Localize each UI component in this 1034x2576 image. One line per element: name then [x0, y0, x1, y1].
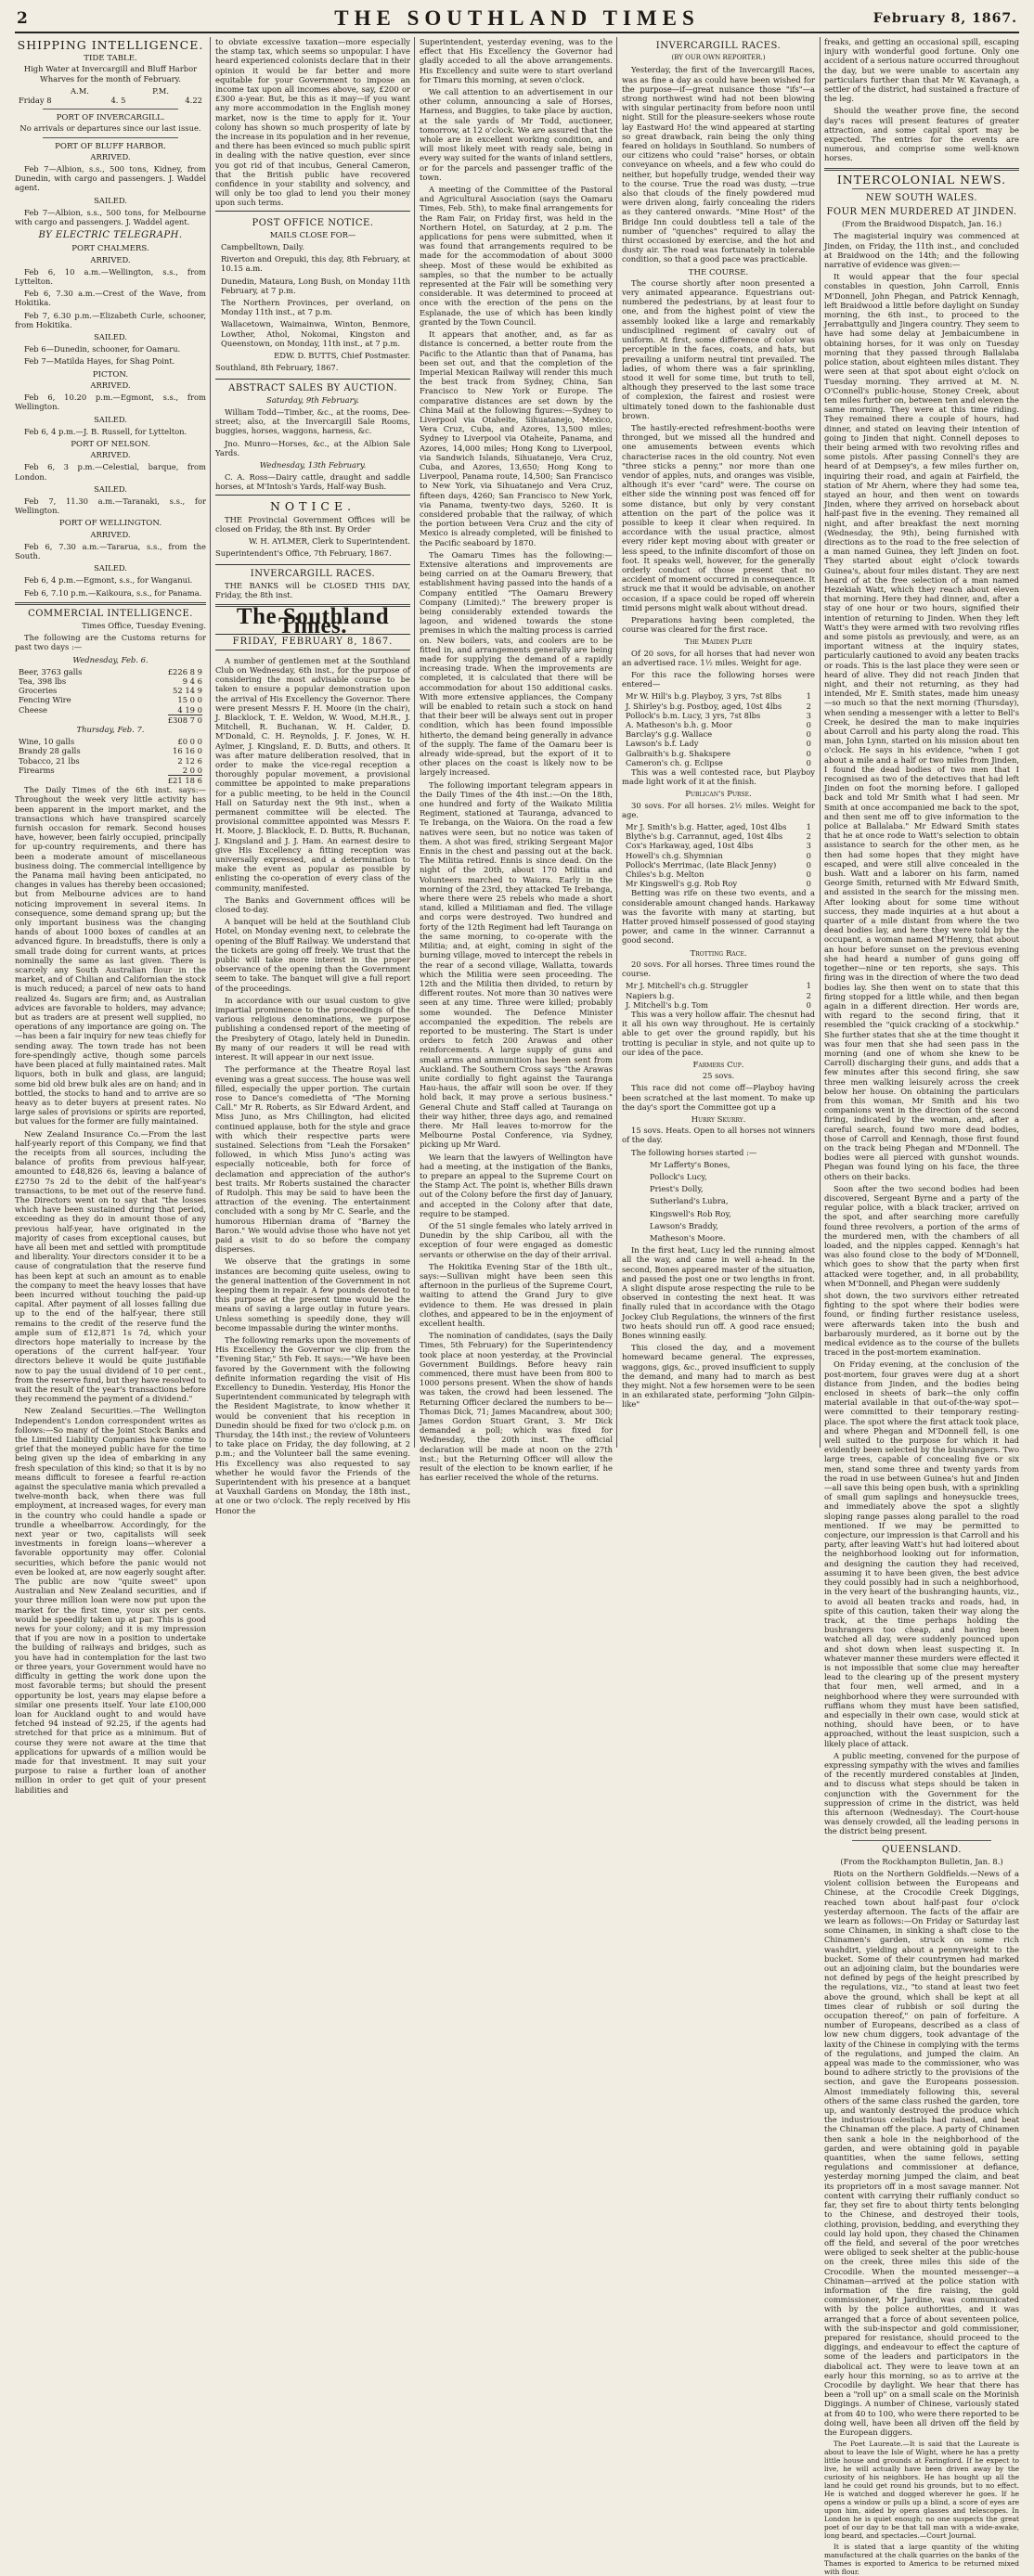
shipping-entry: Feb 7—Albion, s.s., 500 tons, for Melbourne with cargo and passengers. J. Waddel agent.: [15, 207, 206, 227]
customs-row: Wine, 10 galls £0 0 0: [19, 737, 202, 747]
column-4: [622, 37, 815, 1448]
races-paragraph: Yesterday, the first of the Invercargill Races, was as fine a day as could have been wished for the purpose—if—great nuisance those "ifs"—a strong northwest wind had not been blowing with singular pertinacity from before noon until night. Still for the pleasure-seekers whose route lay Eastward Ho! the wind appeared at starting so great drawback, rain being the only thing feared on holidays in Southland. So numbers of our citizens who could "raise" horses, or obtain conveyance on wheels, and a few who could do neither, but hopefully trudge, wended their way to the course. True the road was dusty, —true also that clouds of the finely powdered mud were driven along, fairly concealing the riders as they cantered onwards. "Mine Host" of the Bridge Inn could doubtless tell a tale of the number of "quenches" required to allay the thirst occasioned by exercise, and the hot and dusty air. The road was fortunately in tolerable condition, so that a good pace was practicable.: [622, 65, 815, 264]
section-heading-shipping: SHIPPING INTELLIGENCE.: [17, 38, 204, 52]
government-notice: [215, 495, 410, 565]
notice-line: The Northern Provinces, per overland, on Monday 11th inst., at 7 p.m.: [221, 298, 410, 317]
port-heading: PORT CHALMERS.: [71, 244, 149, 254]
leader-paragraph: The Banks and Government offices will be closed to-day.: [215, 895, 410, 915]
header-date: February 8, 1867.: [872, 11, 1017, 26]
port-heading: PORT OF NELSON.: [71, 439, 150, 449]
horse-name: Sutherland's Lubra,: [650, 1196, 729, 1206]
section-heading-commercial: COMMERCIAL INTELLIGENCE.: [28, 608, 193, 619]
subheading-arrived: ARRIVED.: [90, 380, 131, 390]
customs-day: Thursday, Feb. 7.: [76, 724, 145, 734]
tide-pm-value: 4.22: [185, 96, 202, 106]
race-desc: 25 sovs.: [702, 1071, 735, 1081]
race-title: The Maiden Plate: [684, 638, 753, 648]
race-entry: Chiles's b.g. Melton 0: [626, 869, 811, 880]
notice-date: Southland, 8th February, 1867.: [215, 363, 339, 373]
masthead-dateline: FRIDAY, FEBRUARY 8, 1867.: [215, 634, 410, 650]
race-entry: A. Matheson's b.h. g. Moor 0: [626, 720, 811, 730]
horse-name: Matheson's Moore.: [650, 1232, 726, 1243]
leader-paragraph: A number of gentlemen met at the Southland Club on Wednesday, 6th inst., for the purpose of considering the most advisable course to be taken to ensure a popular demonstration upon the arrival of His Excellency the Governor. There were present Messrs F. H. Moore (in the chair), J. Blacklock, T. E. Weldon, W. Wood, M.H.R., J. Mitchell, R. Buchanan, W. H. Calder, D. M'Donald, C. H. Reynolds, J. F. Jones, W. H. Aylmer, J. Kingsland, E. D. Butts, and others. It was after mature deliberation resolved, that in order to make the vice-regal reception a thoroughly popular movement, a provisional committee be appointed to make preparations for a public meeting, to be held in the Council Hall on Saturday next the 9th inst., when a permanent committee will be elected. The provisional committee appointed was Messrs F. H. Moore, J. Blacklock, E. D. Butts, R. Buchanan, J. Kingsland and J. J. Ham. An earnest desire to give His Excellency a fitting reception was universally expressed, and a determination to make the event as popular as possible by enlisting the co-operation of every class of the community, manifested.: [215, 655, 410, 893]
shipping-entry: Feb 7, 11.30 a.m.—Taranaki, s.s., for Wellington.: [15, 496, 206, 516]
section-heading-intercolonial: INTERCOLONIAL NEWS.: [836, 172, 1007, 187]
subheading-sailed: SAILED.: [94, 414, 127, 424]
sale-day: Wednesday, 13th February.: [259, 459, 367, 470]
subheading-arrived: ARRIVED.: [90, 151, 131, 161]
customs-row: Tobacco, 21 lbs 2 12 6: [19, 755, 202, 766]
race-desc: 20 sovs. For all horses. Three times round the course.: [622, 959, 815, 979]
leader-paragraph: A banquet will be held at the Southland Club Hotel, on Monday evening next, to celebrate the opening of the Bluff Railway. We understand that the tickets are going off freely. We trust that the public will take more interest in the proper observance of the opening than the Government seem to take. The banquet will give a full report of the proceedings.: [215, 917, 410, 993]
race-entry: Barclay's g.g. Wallace 0: [626, 729, 811, 740]
page-number: 2: [17, 9, 28, 28]
race-entry: Cox's Harkaway, aged, 10st 4lbs 3: [626, 841, 811, 851]
column-1: [15, 37, 207, 1795]
horse-name: Pollock's Lucy,: [650, 1171, 707, 1181]
shipping-entry: Feb 6, 10 a.m.—Wellington, s.s., from Lyttelton.: [15, 266, 206, 287]
article-paragraph: The nomination of candidates, (says the Daily Times, 5th February) for the Superintendency took place at noon yesterday, at the Provincial Government Buildings. Before heavy rain commenced, there must have been from 800 to 1000 persons present. When the show of hands was taken, the crowd had been lessened. The Returning Officer declared the numbers to be—Thomas Dick, 71; James Macandrew, about 300; James Gordon Stuart Grant, 3. Mr Dick demanded a poll; which was fixed for Wednesday, the 20th inst. The official declaration will be made at noon on the 27th inst.; but the Returning Officer will allow the result of the election to be known earlier, if he has earlier received the whole of the returns.: [420, 1331, 613, 1483]
article-paragraph: A public meeting, convened for the purpose of expressing sympathy with the wives and families of the recently murdered constables at Jinden, and to discuss what steps should be taken in conjunction with the Government for the suppression of crime in the district, was held this afternoon (Wednesday). The Court-house was densely crowded, all the leading persons in the district being present.: [824, 1750, 1019, 1836]
notice-heading: ABSTRACT SALES BY AUCTION.: [228, 382, 397, 393]
race-desc: 30 sovs. For all horses. 2½ miles. Weight for age.: [622, 800, 815, 819]
shipping-entry: Feb 6, 3 p.m.—Celestial, barque, from London.: [15, 462, 206, 482]
races-subheading: THE COURSE.: [688, 267, 749, 277]
column-rule: [820, 37, 821, 1448]
tide-day: Friday 8: [19, 96, 52, 106]
customs-intro: The following are the Customs returns for past two days :—: [15, 633, 206, 652]
shipping-entry: Feb 6, 10.20 p.m.—Egmont, s.s., from Wellington.: [15, 393, 206, 412]
subheading-sailed: SAILED.: [94, 195, 127, 205]
shipping-entry: Feb 7, 6.30 p.m.—Elizabeth Curle, schooner, from Hokitika.: [15, 310, 206, 329]
shipping-entry: Feb 7—Matilda Hayes, for Shag Point.: [24, 356, 175, 367]
race-entry: Mr J. Smith's b.g. Hatter, aged, 10st 4lbs 1: [626, 822, 811, 832]
races-paragraph: This race did not come off—Playboy having been scratched at the last moment. To make up the day's sport the Committee got up a: [622, 1083, 815, 1112]
race-entry: J. Mitchell's b.g. Tom 0: [626, 999, 811, 1010]
article-paragraph: The Daily Times of the 6th inst. says:—Throughout the week very little activity has been apparent in the import market, and the transactions which have transpired scarcely furnish occasion for remark. Second houses have, however, been fairly occupied, principally for up-country requirements, and there has been a moderate amount of miscellaneous business doing. The commercial intelligence by the Panama mail having been anticipated, no changes in values has thereby been occasioned; but from Melbourne advices are to hand noticing improvement in several items. In consequence, some demand sprang up; but the only important business was the changing hands of about 1000 boxes of candles at an advanced figure. In breadstuffs, there is only a small trade doing for current wants, at prices nominally the same as last given. There is scarcely any South Australian flour in the market, and of Chilian and Californian the stock is much reduced; a parcel of new oats to hand realized 4s. Sugars are firm; and, as Australian advices are favorable to holders, may advance; but as traders are at present well supplied, no operations of any importance are going on. The—has been a fair inquiry for new teas chiefly for sending away. The town trade has not been fore-spendingly active, though some parcels have been placed at fully maintained rates. Malt liquors, both in bulk and glass, are languid; some bid old brew bulk ales are on hand; and in bottled, the stocks to hand and to arrive are so heavy as to deter buyers at present rates. No large sales of provisions or spirits are reported, but values for the former are fully maintained.: [15, 785, 207, 1127]
race-title: Hurry Skurry.: [691, 1114, 746, 1125]
notice-heading: INVERCARGILL RACES.: [250, 568, 376, 579]
subheading-arrived: ARRIVED.: [90, 450, 131, 460]
races-paragraph: freaks, and getting an occasional spill, escaping injury with wonderful good fortune. Only one accident of a serious nature occurred throughout the day, but we were unable to ascertain any particulars further than that Mr W. Kavanagh, a settler of the district, had sustained a fracture of the leg.: [824, 37, 1019, 104]
race-entry: Mr W. Hill's b.g. Playboy, 3 yrs, 7st 8lbs 1: [626, 691, 811, 702]
notice-signature: EDW. D. BUTTS, Chief Postmaster.: [274, 351, 410, 361]
subheading-sailed: SAILED.: [94, 483, 127, 494]
horse-name: Priest's Dolly,: [650, 1184, 704, 1194]
race-entry: J. Shirley's b.g. Postboy, aged, 10st 4lbs 2: [626, 701, 811, 711]
races-paragraph: This closed the day, and a movement homeward became general. The expresses, waggons, gigs, &c., proved insufficient to supply the demand, and many had to march as best they might. Not a few horsemen were to be seen in an exhilarated state, performing "John Gilpin-like": [622, 1343, 815, 1410]
customs-row: Firearms 2 0 0: [19, 765, 202, 775]
customs-total: £308 7 0: [167, 715, 202, 725]
customs-day: Wednesday, Feb. 6.: [72, 654, 149, 664]
article-paragraph: The Oamaru Times has the following:—Extensive alterations and improvements are being carried on at the Oamaru Brewery, that establishment having passed into the hands of a Company entitled "The Oamaru Brewery Company (Limited)." The brewery proper is being considerably extended towards the lagoon, and widened towards the stone premises in which the malting process is carried on. New boilers, vats, and coolers are to be fitted in, and arrangements generally are being made for supplying the demand of a rapidly increasing trade. When the improvements are completed, it is calculated that there will be accommodation for about 150 additional casks. With more extensive appliances, the Company will be enabled to retain such a stock on hand that their beer will be always sent out in proper condition, which has been found impossible hitherto, the demand being generally in advance of the supply. The fame of the Oamaru beer is already wide-spread, but the export of it to other places on the coast is likely now to be largely increased.: [420, 549, 613, 778]
port-heading: PORT OF BLUFF HARBOR.: [55, 141, 166, 151]
race-desc: 15 sovs. Heats. Open to all horses not winners of the day.: [622, 1126, 815, 1145]
shipping-entry: Feb 6, 7.30 a.m.—Crest of the Wave, from Hokitika.: [15, 289, 206, 308]
race-desc: Of 20 sovs, for all horses that had never won an advertised race. 1½ miles. Weight for age.: [622, 648, 815, 667]
column-3: [420, 37, 613, 1483]
article-paragraph: The magisterial inquiry was commenced at Jinden, on Friday, the 11th inst., and concluded at Braidwood on the 14th; and the following narrative of evidence was given:—: [824, 231, 1019, 270]
shipping-entry: Feb 6, 4 p.m.—Egmont, s.s., for Wanganui.: [24, 575, 193, 586]
races-paragraph: Betting was rife on these two events, and a considerable amount changed hands. Harkaway was the favorite with many at starting, but Hatter proved himself possessed of good staying power, and came in the winner. Carrannut a good second.: [622, 888, 815, 946]
article-paragraph: The Poet Laureate.—It is said that the Laureate is about to leave the Isle of Wight, where he has a pretty little house and grounds at Faringford. If he expect to live, he will actually have been driven away by the curiosity of his neighbors. He has bought up all the land he could get round his grounds, but to no effect. He is watched and dogged wherever he goes. If he opens a window or pulls up a blind, a score of eyes are upon him, aided by opera glasses and telescopes. In London he is quiet enough; no one suspects the great poet of our day to be that tall man with a wide-awake, long beard, and spectacles.—Court Journal.: [824, 2440, 1019, 2541]
article-paragraph: We call attention to an advertisement in our other column, announcing a sale of Horses, Harness, and Buggies, to take place by auction, at the sale yards of Mr Todd, auctioneer, tomorrow, at 12 o'clock. We are assured that the whole are in excellent working condition, and will most likely meet with ready sale, being in every way suited for the wants of inland settlers, or for the parcels and passenger traffic of the town.: [420, 87, 613, 182]
tide-desc: High Water at Invercargill and Bluff Harbor Wharves for the month of February.: [23, 64, 198, 84]
article-paragraph: We learn that the lawyers of Wellington have had a meeting, at the instigation of the Banks, to prepare an appeal to the Supreme Court on the Stamp Act. The point is, whether Bills drawn out of the Colony before the first day of January, and accepted in the Colony after that date, require to be stamped.: [420, 1152, 613, 1218]
article-paragraph: The Hokitika Evening Star of the 18th ult., says:—Sullivan might have been seen this afternoon in the purlieus of the Supreme Court, waiting to attend the Grand Jury to give evidence to them. He was dressed in plain clothes, and appeared to be in the enjoyment of excellent health.: [420, 1261, 613, 1329]
subheading-sailed: SAILED.: [94, 332, 127, 342]
article-paragraph: The following important telegram appears in the Daily Times of the 4th inst.:—On the 18th, one hundred and forty of the Waikato Militia Regiment, stationed at Tauranga, advanced to Te Irebanga, on the Waiora. On the road a few natives were seen, but no notice was taken of them. A shot was fired, striking Sergeant Major Ennis in the chest and passing out at the back. The Militia retired. Ennis is since dead. On the night of the 20th, about 170 Militia and Volunteers marched to Waiora. Early in the morning of the 23rd, they attacked Te Irebanga, where there were 25 rebels who made a short stand, killed a Militiaman and fled. The village and corps were destroyed. Two hundred and forty of the 12th Regiment had left Tauranga on the same morning, to co-operate with the Militia; and, at eight, coming in sight of the burning village, moved to intercept the rebels in the rear of a second village, Wallatta, towards which the Militia were seen proceeding. The 12th and the Militia then divided, to return by different routes. Not more than 30 natives were seen at any time. Three were killed; probably some wounded. The Defence Minister accompanied the expedition. The rebels are reported to be mustering. The Start is under orders to fetch 200 Arawas and other reinforcements. A large supply of guns and small arms and ammunition has been sent from Auckland. The Southern Cross says "the Arawas unite cordially to fight against the Tauranga Hau-haus, the affair will soon be over. If they hold back, it may prove a serious business." General Chute and Staff called at Tauranga on their way hither, three days ago, and remained there. Mr Hall leaves to-morrow for the Melbourne Postal Conference, via Sydney, picking up Mr Ward.: [420, 779, 613, 1150]
races-heading: INVERCARGILL RACES.: [655, 41, 782, 51]
races-paragraph: Should the weather prove fine, the second day's races will present features of greater attraction, and some capital sport may be expected. The entries for the events are numerous, and comprise some well-known horses.: [824, 106, 1019, 163]
article-paragraph: shot down, the two survivors either retreated fighting to the spot where their bodies were found, or finding further resistance useless, were afterwards taken into the bush and barbarously murdered, as it borne out by the medical evidence as to the course of the bullets traced in the post-mortem examination.: [824, 1291, 1019, 1358]
source-line: (From the Braidwood Dispatch, Jan. 16.): [841, 219, 1002, 229]
race-intro: The following horses started :—: [631, 1147, 757, 1157]
horse-name: Kingswell's Rob Roy,: [650, 1208, 731, 1218]
notice-text: THE BANKS will be CLOSED THIS DAY, Friday, the 8th inst.: [215, 580, 410, 599]
port-heading: PORT OF WELLINGTON.: [58, 519, 162, 529]
customs-row: Brandy 28 galls 16 16 0: [19, 746, 202, 756]
customs-row: Groceries 52 14 9: [19, 686, 202, 696]
notice-heading: NOTICE.: [269, 498, 356, 513]
tide-table-heading: TIDE TABLE.: [84, 54, 137, 64]
column-2: [215, 37, 411, 1515]
sale-entry: William Todd—Timber, &c., at the rooms, Dee-street; also, at the Invercargill Sale Rooms, buggies, horses, waggons, harness, &c.: [215, 406, 410, 436]
port-text: No arrivals or departures since our last issue.: [19, 123, 201, 134]
customs-row: Cheese 4 19 0: [19, 704, 202, 715]
column-rule: [210, 37, 211, 1448]
customs-office: Times Office, Tuesday Evening.: [82, 620, 206, 630]
page-header: [15, 6, 1019, 33]
notice-text: THE Provincial Government Offices will be closed on Friday, the 8th inst. By Order: [215, 514, 410, 534]
sale-entry: Jno. Munro—Horses, &c., at the Albion Sale Yards.: [215, 438, 410, 457]
port-heading: PICTON.: [92, 369, 129, 380]
subheading-sailed: SAILED.: [94, 563, 127, 573]
subheading-arrived: ARRIVED.: [90, 529, 131, 539]
subheading-arrived: ARRIVED.: [90, 254, 131, 264]
horse-name: Lawson's Braddy,: [650, 1220, 718, 1230]
masthead: The Southland Times.: [236, 604, 390, 639]
races-paragraph: The hastily-erected refreshment-booths were thronged, but we missed all the hundred and one amusements between events which characterise races in the old country. Not even "three sticks a penny," nor more than one vendor of apples, nuts, and oranges was visible, although it's ever "card" were. The course on either side the winning post was fenced off for some distance, but only by very constant attention on the part of the police was it possible to keep it clear when required. In accordance with the usual practice, almost every rider kept moving about with greater or less speed, to the infinite discomfort of those on foot. It speaks well, however, for the generally orderly conduct of those present that no accident of moment occurred in consequence. It struck me that it would be advisable, on another occasion, if a space could be roped off wherein timid persons might walk about without dread.: [622, 422, 815, 612]
port-heading: PORT OF INVERCARGILL.: [56, 113, 165, 123]
article-paragraph: New Zealand Insurance Co.—From the last half-yearly report of this Company, we find that the receipts from all sources, including the balance of profits from previous half-year, amounted to £48,826 6s, leaving a balance of £2750 7s 2d to the debit of the half-year's transactions, to be met out of the reserve fund. The Directors went on to say that "the losses which have been sustained during that period, exceeding as they do in amount those of any previous half-year, have originated in the majority of cases from exceptional causes, but have all been met and settled with promptitude and liberality. Your directors consider it to be a cause of congratulation that the reserve fund has been kept at such an amount as to enable the company to meet the heavy losses that have been incurred without touching the paid-up capital. After payment of all losses falling due up to the end of the half-year, there still remains to the credit of the reserve fund the ample sum of £12,871 1s 7d, which your directors hope materially to increase by the operations of the current half-year. Your directors believe it would be quite justifiable now to pay the usual dividend of 10 per cent., from the reserve fund, but they have resolved to wait the result of the year's transactions before they recommend the payment of a dividend.": [15, 1128, 206, 1404]
column-rule: [616, 37, 617, 1448]
source-line: (From the Rockhampton Bulletin, Jan. 8.): [840, 1856, 1003, 1866]
column-5: [824, 37, 1019, 2576]
notice-line: Dunedin, Mataura, Long Bush, on Monday 11th February, at 7 p.m.: [221, 276, 410, 295]
article-paragraph: A meeting of the Committee of the Pastoral and Agricultural Association (says the Oamaru Times, Feb. 5th), to make final arrangements for the Ram Fair, on Friday first, was held in the Northern Hotel, on Saturday, at 2 p.m. The applications for pens were submitted, when it was found that arrangements required to be made for the accommodation of about 3000 sheep. Most of these would be exhibited as samples, so that the number to be actually represented at the Fair will be something very considerable. It was determined to proceed at once with the erection of the pens on the Esplanade, the use of which has been kindly granted by the Town Council.: [420, 185, 613, 327]
shipping-entry: Feb 6—Dunedin, schooner, for Oamaru.: [24, 344, 181, 354]
notice-subheading: MAILS CLOSE FOR—: [269, 229, 356, 239]
races-paragraph: This was a very hollow affair. The chesnut had it all his own way throughout. He is certainly able to get over the ground rapidly, but his trotting is peculiar in style, and not quite up to our idea of the pace.: [622, 1009, 815, 1057]
article-paragraph: It appears that another, and, as far as distance is concerned, a better route from the Pacific to the Atlantic than that of Panama, has been set out, and that the completion of the Imperial Mexican Railway will render this much the best track from Sydney, China, San Francisco to New York or Europe. The comparative distances are set down by the China Mail at the following figures:—Sydney to Liverpool via Otaheite, Sihuatanejo, Mexico, Vera Cruz, Cuba, and Azores, 13,500 miles; Sydney to Liverpool via Otaheite, Panama, and Azores, 14,000 miles; Hong Kong to Liverpool, via Sandwich Islands, Sihuatanejo, Vera Cruz, Cuba, and Azores, 13,650; Hong Kong to Liverpool, Panama route, 14,500; San Francisco to New York, via Sihuatanejo and Vera Cruz, fifteen days, 4260; San Francisco to New York, via Panama, twenty-two days, 5260. It is considered probable that the railway, of which the portion between Vera Cruz and the city of Mexico is already completed, will be finished to the Pacific seaboard by 1870.: [420, 329, 613, 547]
tide-am-value: 4. 5: [110, 96, 126, 106]
sale-day: Saturday, 9th February.: [266, 394, 359, 405]
race-title: Farmers Cup.: [692, 1060, 744, 1070]
customs-row: Tea, 398 lbs 9 4 6: [19, 676, 202, 686]
races-paragraph: In the first heat, Lucy led the running almost all the way, and came in well a-head. In the second, Bones appeared master of the situation, and passed the post one or two lengths in front. A slight dispute arose respecting the rule to be observed in contesting the next heat. It was finally ruled that in accordance with the Otago Jockey Club Regulations, the winners of the first two heats should run off. A good race ensued; Bones winning easily.: [622, 1245, 815, 1340]
race-entry: Mr Kingswell's g.g. Rob Roy 0: [626, 879, 811, 889]
race-entry: Napiers b.g. 2: [626, 990, 811, 1000]
newspaper-title: THE SOUTHLAND TIMES: [334, 6, 700, 30]
leader-paragraph: The performance at the Theatre Royal last evening was a great success. The house was well filled, especially the upper portion. The curtain rose to Dance's comedietta of "The Morning Call." Mr R. Roberts, as Sir Edward Ardent, and Miss Juno, as Mrs Chillington, had elicited continued applause, both for the style and grace with which their respective parts were sustained. Selections from "Leah the Forsaken" followed, in which Miss Juno's acting was especially noticeable, both for force of declamation and appreciation of the author's best traits. Mr Roberts sustained the character of Rudolph. This may be said to have been the attraction of the evening. The entertainment concluded with a song by Mr C. Searle, and the humorous Hibernian drama of "Barney the Baron." We would advise those who have not yet paid a visit to do so before the company disperses.: [215, 1064, 410, 1255]
shipping-entry: Feb 6, 7.30 a.m.—Tararua, s.s., from the South.: [15, 541, 206, 560]
subheading-nsw: NEW SOUTH WALES.: [865, 192, 978, 203]
subheading-murder: FOUR MEN MURDERED AT JINDEN.: [826, 207, 1017, 218]
leader-paragraph: We observe that the gratings in some instances are becoming quite useless, owing to the general inattention of the Government in not keeping them in repair. A few pounds devoted to this purpose at the present time would be the means of saving a large outlay in future years. Unless something is speedily done, they will become impassable during the winter months.: [215, 1256, 410, 1333]
race-intro: For this race the following horses were entered—: [622, 670, 815, 689]
column-rule: [414, 37, 415, 1448]
horse-name: Mr Lafferty's Bones,: [650, 1159, 730, 1169]
customs-row: Beer, 3763 galls £226 8 9: [19, 666, 202, 676]
shipping-entry: Feb 6, 4 p.m.—J. B. Russell, for Lyttelton.: [24, 426, 187, 436]
article-paragraph: to obviate excessive taxation—more especially the stamp tax, which seems so unpopular. I have heard experienced colonists declare that in their opinion it would be far better and more equitable for your Government to impose an income tax upon all incomes above, say, £200 or £300 a-year. But, be this as it may—if you want any more accommodation in the English money market, now is the time to apply for it. Your colony has shown so much prosperity of late by the increase in its population and in her revenue, and there has been evinced so much public spirit in dealing with the native question, ever since you got rid of that incubus, General Cameron, that the British public have recovered confidence in your stability and solvency, and will only be too glad to lend you their money upon such terms.: [215, 37, 410, 208]
article-paragraph: Superintendent, yesterday evening, was to the effect that His Excellency the Governor had gladly acceded to all the above arrangements. His Excellency and suite were to start overland for Timaru this morning, at seven o'clock.: [420, 37, 613, 84]
article-paragraph: New Zealand Securities.—The Wellington Independent's London correspondent writes as follows:—So many of the Joint Stock Banks and the Limited Liability Companies have come to grief that the moneyed public have for the time being given up the idea of embarking in any fresh speculation of this kind; so that it is by no means difficult to foresee a fearful re-action against the speculative mania which prevailed a twelve-month back, when there was full employment, at increased wages, for every man in the country who could handle a spade or trundle a wheelbarrow. Accordingly, for the next year or two, capitalists will seek investments in foreign loans—wherever a favorable opportunity may offer. Colonial securities, which before the panic would not even be looked at, are now eagerly sought after. The public are now "quite sweet" upon Australian and New Zealand securities, and if your three million loan were now put upon the market for the first time, your six per cents. would be speedily taken up at par. This is good news for your colony; and it is my impression that if you are now in a position to undertake the building of railways and bridges, such as you have had in contemplation for the last two or three years, your Government would have no difficulty in getting the work done upon the most favorable terms; but should the present opportunity be lost, years may elapse before a similar one presents itself. Your late £100,000 loan for Auckland ought to and would have fetched 94 instead of 92.25, if the agents had stretched for that price as a minimum. But of course they were not aware at the time that applications for upwards of a million would be made for that investment. It may suit your purpose to raise a further loan of another million in order to get quit of your present liabilities and: [15, 1406, 206, 1795]
telegraph-heading: BY ELECTRIC TELEGRAPH.: [38, 230, 183, 241]
races-paragraph: Preparations having been completed, the course was cleared for the first race.: [622, 614, 815, 635]
article-paragraph: Soon after the two second bodies had been discovered, Sergeant Byrne and a party of the regular police, with a black tracker, arrived on the spot, and after searching more carefully found three revolvers, a portion of the arms of the murdered men, with the chambers of all loaded, and the nipples capped. Kennagh's hat was also found close to the body of M'Donnell, which goes to show that the party when first attacked were together, and, in all probability, when M'Donnell, and Phegan were suddenly: [824, 1183, 1019, 1288]
races-paragraph: This was a well contested race, but Playboy made light work of it at the finish.: [622, 767, 815, 787]
notice-signature: W. H. AYLMER, Clerk to Superintendent.: [248, 536, 410, 547]
customs-row: Fencing Wire 15 0 0: [19, 695, 202, 705]
race-entry: Galbraith's b.g. Shakspere 0: [626, 748, 811, 758]
race-entry: Pollock's b.m. Lucy, 3 yrs, 7st 8lbs 3: [626, 710, 811, 720]
races-paragraph: The course shortly after noon presented a very animated appearance. Equestrians out-numbered the pedestrians, by at least four to one, and from the highest point of view the assembly looked like a large and remarkably undisciplined regiment of cavalry out of uniform. At first, some difference of color was perceptible in the faces, coats, and hats, but prevailing a uniform neutral tint prevailed. The ladies, of whom there was a fair sprinkling, stood it well for some time, but truth to tell, although they preserved to the last some trace of complexion, the fairest and rosiest were ultimately toned down to the fashionable dust brown.: [622, 277, 815, 420]
notice-heading: POST OFFICE NOTICE.: [252, 217, 374, 228]
race-title: Publican's Purse.: [685, 790, 752, 800]
race-entry: Blythe's b.g. Carrannut, aged, 10st 4lbs 2: [626, 831, 811, 842]
article-paragraph: It would appear that the four special constables in question, John Carroll, Ennis M'Donnell, John Phegan, and Patrick Kennagh, left Braidwood a little before daylight on Sunday morning, the 6th inst., to proceed to the Jerrabattgully and Jingera country. They seem to have had some delay at Jembaicumbene in obtaining horses, for it was only on Tuesday morning that they passed through Ballalaba police station, about eighteen miles distant. They were seen at that spot about eight o'clock on Tuesday morning. They arrived at M. N. O'Connell's public-house, Stoney Creek, about ten miles further on, between ten and eleven the same morning. They were at this time riding. They remained there a couple of hours, had dinner, and stated on leaving their intention of going to Jinden that night. Connell deposes to their being armed with two revolving rifles and some pistols. After passing Connell's they are heard of at Dempsey's, a few miles further on, inquiring their road, and again at Fairfield, the station of Mr Ahern, where they had some tea, stayed an hour, and then went on towards Jinden, where they arrived on horseback about half-past five in the evening. They remained all night, and after breakfast the next morning (Wednesday, the 9th), being furnished with directions as to the road to the free selection of a man named Guinea, they left Jinden on foot. They started about eight o'clock towards Guinea's, about four miles distant. They are next heard of at the free selection of a man named Hezekiah Watt, which they reach about eleven that morning. Here they had dinner, and, after a stay of one hour or two hours, signified their intention of returning to Jinden. When they left Watt's they were armed with two revolving rifles and some pistols as previously, and were, as an important witness at the inquiry states, particularly cautioned to avoid any beaten tracks or roads. This is the last place they were seen or heard of alive. They did not reach Jinden that night, and their not returning, as they had intended, Mr E. Smith states, made him uneasy—so much so that the next morning (Thursday), when sending a messenger with a letter to Bell's Creek, he desired the man to make inquiries about Carroll and his party along the road. This man, John Lynn, started on his mission about ten o'clock. He says in his evidence, "when I got about a mile and a half or two miles from Jinden, I found the dead bodies of two men that I recognised as two of the detectives that had left Jinden on foot the morning before. I galloped back and told Mr Smith what I had seen. Mr Smith at once accompanied me back to the spot, and then sent me off to give information to the police at Ballalaba." Mr Edward Smith states that he at once rode to Watt's selection to obtain assistance to search for the other men, as he then had some hopes that they might have escaped, and were still alive concealed in the bush. Watt and a laborer on his farm, named George Smith, returned with Mr Edward Smith, and assisted in the search for the missing men. After looking about for some time without success, they made inquiries at a hut about a quarter of a mile distant from where the two dead bodies lay, and here they were told by the occupant, a woman named M'Henny, that about an hour before sunset on the previous evening she had heard a number of guns going off together—nine or ten reports, she says. This firing was in the direction of where the two dead bodies lay. She then went on to state that this firing stopped for a little while, and then began again in a different direction. Her words are, with regard to the second firing, that it resembled the "quick cracking of a stockwhip." She further states that she at the time thought it was four men that she had seen pass in the morning (and one of whom she knew to be Carroll) discharging their guns, and adds that a few minutes after this second firing, she saw three men walking leisurely across the creek below her house. On obtaining the particulars from this woman, Mr Smith and his two companions went in the direction of the second firing, indicated by the woman, and, after a careful search, found two more dead bodies, those of Carroll and Kennagh, those first found on the track being Phegan and M'Donnell. The bodies were all pierced with gunshot wounds. Phegan was found lying on his face, the three others on their backs.: [824, 272, 1019, 1181]
leader-paragraph: In accordance with our usual custom to give impartial prominence to the proceedings of the various religious denominations, we purpose publishing a condensed report of the meeting of the Presbytery of Otago, lately held in Dunedin. By many of our readers it will be read with interest. It will appear in our next issue.: [215, 995, 410, 1063]
race-entry: Mr J. Mitchell's ch.g. Struggler 1: [626, 981, 811, 991]
notice-line: Riverton and Orepuki, this day, 8th February, at 10.15 a.m.: [221, 254, 410, 274]
race-entry: Pollock's Merrimac, (late Black Jenny) 0: [626, 859, 811, 869]
notice-date: Superintendent's Office, 7th February, 1867.: [215, 548, 392, 559]
tide-pm-label: P.M.: [152, 85, 169, 96]
races-byline: (BY OUR OWN REPORTER.): [671, 54, 766, 62]
subheading-queensland: QUEENSLAND.: [882, 1844, 962, 1855]
race-title: Trotting Race.: [690, 948, 747, 959]
race-entry: Howell's ch.g. Shymnian 0: [626, 850, 811, 860]
notice-line: Campbelltown, Daily.: [221, 242, 305, 252]
article-paragraph: On Friday evening, at the conclusion of the post-mortem, four graves were dug at a short distance from Jinden, and the bodies being enclosed in sheets of bark—the only coffin material available in that out-of-the-way spot—were committed to their temporary resting-place. The spot where the first attack took place, and where Phegan and M'Donnell fell, is one well suited to the purpose for which it had evidently been selected by the bushrangers. Two large trees, capable of concealing five or six men, stand some three and twenty yards from the road in use between Guinea's hut and Jinden—all save this being open bush, with a sprinkling of small gum saplings and honeysuckle trees, and immediately above the spot a slightly sloping range passes along parallel to the road mentioned. If we may be permitted to conjecture, our impression is that Carroll and his party, after leaving Watt's hut had loitered about the neighborhood looking out for information, and designing the caution they had received, assuming it to have been given, the best advice they could possibly had in such a neighborhood, in the very heart of the bushranging haunts, viz., to avoid all beaten tracks and roads, had, in spite of this caution, taken their way along the track, at the time perhaps holding the bushrangers too cheap, and having been watched all day, were suddenly pounced upon and shot down when least suspecting it. In whatever manner these murders were effected it is not impossible that some clue may hereafter lead to the clearing up of the present mystery that four men, well armed, and in a neighborhood where they were surrounded with ruffians whom they must have been satisfied, and especially in their own case, would stick at nothing, should have been, or to have approached, without the least suspicion, such a likely place of attack.: [824, 1359, 1019, 1748]
notice-line: Wallacetown, Waimainwa, Winton, Benmore, Lowther, Athol, Nokomai, Kingston and Queenstown, on Monday, 11th inst., at 7 p.m.: [221, 319, 410, 348]
shipping-entry: Feb 7—Albion, s.s., 500 tons, Kidney, from Dunedin, with cargo and passengers. J. Waddel agent.: [15, 164, 206, 193]
post-office-notice: [215, 211, 410, 380]
article-paragraph: Of the 51 single females who lately arrived in Dunedin by the ship Caribou, all with the exception of four were engaged as domestic servants or otherwise on the day of their arrival.: [420, 1220, 613, 1259]
shipping-entry: Feb 6, 7.10 p.m.—Kaikoura, s.s., for Panama.: [24, 587, 202, 598]
sale-entry: C. A. Ross—Dairy cattle, draught and saddle horses, at M'Intosh's Yards, Half-way Bush.: [215, 472, 410, 492]
race-entry: Lawson's b.f. Lady 0: [626, 739, 811, 749]
customs-total: £21 18 6: [167, 776, 202, 785]
article-paragraph: Riots on the Northern Goldfields.—News of a violent collision between the Europeans and Chinese, at the Crocodile Creek Diggings, reached town about half-past four o'clock yesterday afternoon. The facts of the affair are we learn as follows:—On Friday or Saturday last some Chinamen, in sinking a shaft close to the Chinamen's garden, struck on some rich washdirt, yielding about a pennyweight to the bucket. Some of their countrymen had marked out an adjoining claim, but the boundaries were not defined by pegs of the height prescribed by the regulations, viz., "to stand at least two feet above the ground, which shall be kept at all times clear of rubbish or soil during the occupation thereof," on pain of forfeiture. A number of Europeans, described as a class of low new chum diggers, took advantage of the laxity of the Chinese in complying with the terms of the regulations, and jumped the claim. An appeal was made to the commissioner, who was bound to adhere strictly to the provisions of the section, and gave the Europeans possession. Almost immediately following this, several others of the same class rushed the garden, tore up, and wantonly destroyed the produce which the industrious celestials had raised, and beat the Chinaman off the place. A party of Chinamen then sank a hole in the neighborhood of the garden, and were obtaining gold in payable quantities, when the same fellows, setting regulations and commissioner at defiance, yesterday morning jumped the claim, and beat its proprietors off in a most savage manner. Not content with carrying their ruffianly conduct so far, they set fire to about thirty tents belonging to the Chinese, and destroyed their tools, clothing, provision, bedding, and everything they could lay hold upon, they chased the Chinamen off the field, and several of the poor wretches were obliged to seek shelter at the public-house on the creek, three miles this side of the Crocodile. When the mounted messenger—a Chinaman—arrived at the police station with information of the fire raising, the gold commissioner, Mr Jardine, was communicated with by the police authorities, and it was arranged that a force of about seventeen police, with the sub-inspector and gold commissioner, prepared for resistance, should proceed to the diggings, and endeavour to effect the capture of some of the leaders and participators in the diabolical act. They were to leave town at an early hour this morning, so as to arrive at the Crocodile by daylight. We hear that there has been a "roll up" on a small scale on the Morinish Diggings. A number of Chinese, variously stated at from 40 to 100, who were there reported to be doing well, have been all driven off the field by the European diggers.: [824, 1868, 1019, 2437]
leader-paragraph: The following remarks upon the movements of His Excellency the Governor we clip from the "Evening Star," 5th Feb. It says:—"We have been favored by the Government with the following definite information regarding the visit of His Excellency to Dunedin. Yesterday, His Honor the Superintendent communicated by telegraph with the Resident Magistrate, to know whether it would be convenient that his reception in Dunedin should be fixed for two o'clock p.m. on Thursday, the 14th inst.; the review of Volunteers to take place on Friday, the day following, at 2 p.m.; and the Volunteer ball the same evening. His Excellency was also requested to say whether he would favor the Friends of the Superintendent with his presence at a banquet at Vauxhall Gardens on Monday, the 18th inst., at one or two o'clock. The reply received by His Honor the: [215, 1334, 411, 1515]
race-entry: Cameron's ch. g. Eclipse 0: [626, 757, 811, 767]
tide-am-label: A.M.: [71, 85, 89, 96]
article-paragraph: It is stated that a large quantity of the whiting manufactured at the chalk quarries on the banks of the Thames is exported to America to be returned mixed with flour.: [824, 2543, 1019, 2576]
